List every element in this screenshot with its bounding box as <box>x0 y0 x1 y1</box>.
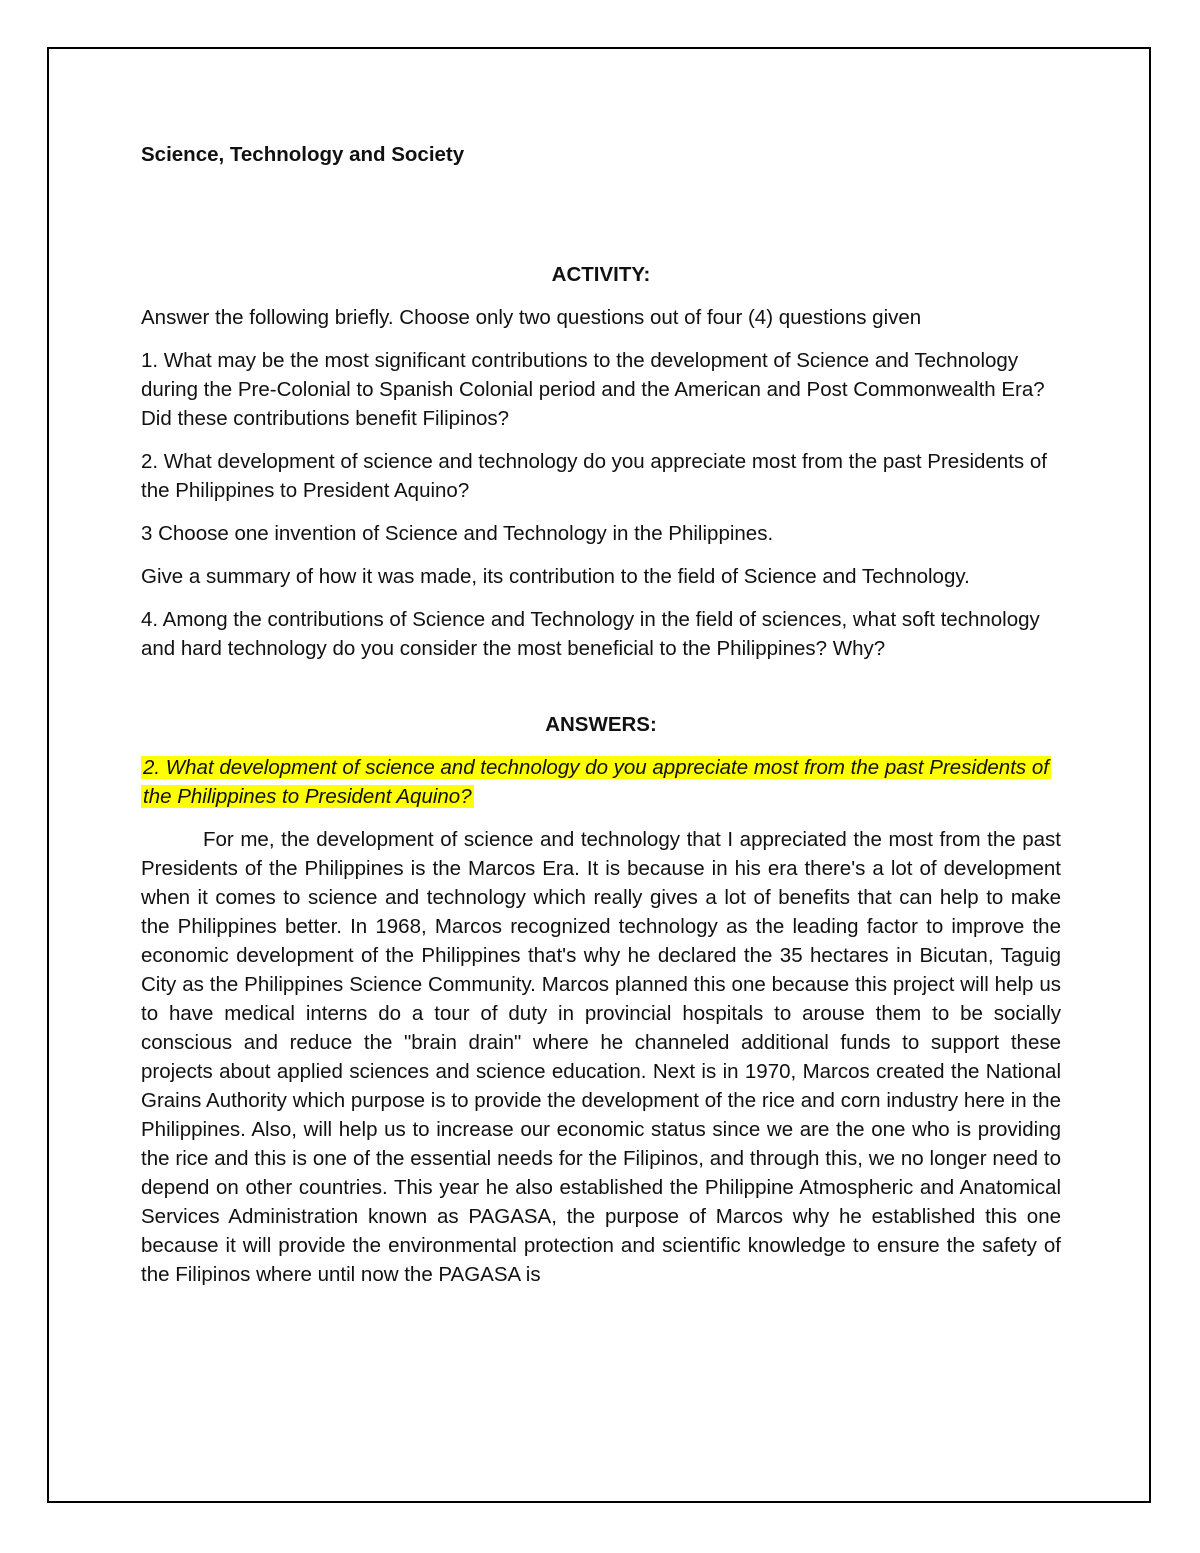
question-3-detail: Give a summary of how it was made, its contribution to the field of Science and Technology. <box>141 565 970 588</box>
question-3: 3 Choose one invention of Science and Technology in the Philippines. <box>141 522 774 545</box>
question-1: 1. What may be the most significant contributions to the development of Science and Technology during the Pre-Colonial to Spanish Colonial period and the American and Post Commonwealth Era? Did these contributions benefit Filipinos? <box>141 349 1045 430</box>
question-2: 2. What development of science and technology do you appreciate most from the past Presidents of the Philippines to President Aquino? <box>141 450 1047 502</box>
question-4: 4. Among the contributions of Science and Technology in the field of sciences, what soft technology and hard technology do you consider the most beneficial to the Philippines? Why? <box>141 608 1040 660</box>
answers-heading: ANSWERS: <box>545 713 657 736</box>
activity-heading: ACTIVITY: <box>551 263 651 286</box>
selected-question-highlight: 2. What development of science and technology do you appreciate most from the past Presidents of the Philippines to President Aquino? <box>143 756 1049 808</box>
selected-question <box>141 753 1061 811</box>
instructions-text: Answer the following briefly. Choose only two questions out of four (4) questions given <box>141 306 922 329</box>
answer-paragraph: For me, the development of science and technology that I appreciated the most from the past Presidents of the Philippines is the Marcos Era. It is because in his era there's a lot of development when it comes to science and technology which really gives a lot of benefits that can help to make the Philippines better. In 1968, Marcos recognized technology as the leading factor to improve the economic development of the Philippines that's why he declared the 35 hectares in Bicutan, Taguig City as the Philippines Science Community. Marcos planned this one because this project will help us to have medical interns do a tour of duty in provincial hospitals to arouse them to be socially conscious and reduce the "brain drain" where he channeled additional funds to support these projects about applied sciences and science education. Next is in 1970, Marcos created the National Grains Authority which purpose is to provide the development of the rice and corn industry here in the Philippines. Also, will help us to increase our economic status since we are the one who is providing the rice and this is one of the essential needs for the Filipinos, and through this, we no longer need to depend on other countries. This year he also established the Philippine Atmospheric and Anatomical Services Administration known as PAGASA, the purpose of Marcos why he established this one because it will provide the environmental protection and scientific knowledge to ensure the safety of the Filipinos where until now the PAGASA is <box>141 828 1061 1286</box>
document-content <box>141 140 1061 1289</box>
document-title: Science, Technology and Society <box>141 143 465 166</box>
